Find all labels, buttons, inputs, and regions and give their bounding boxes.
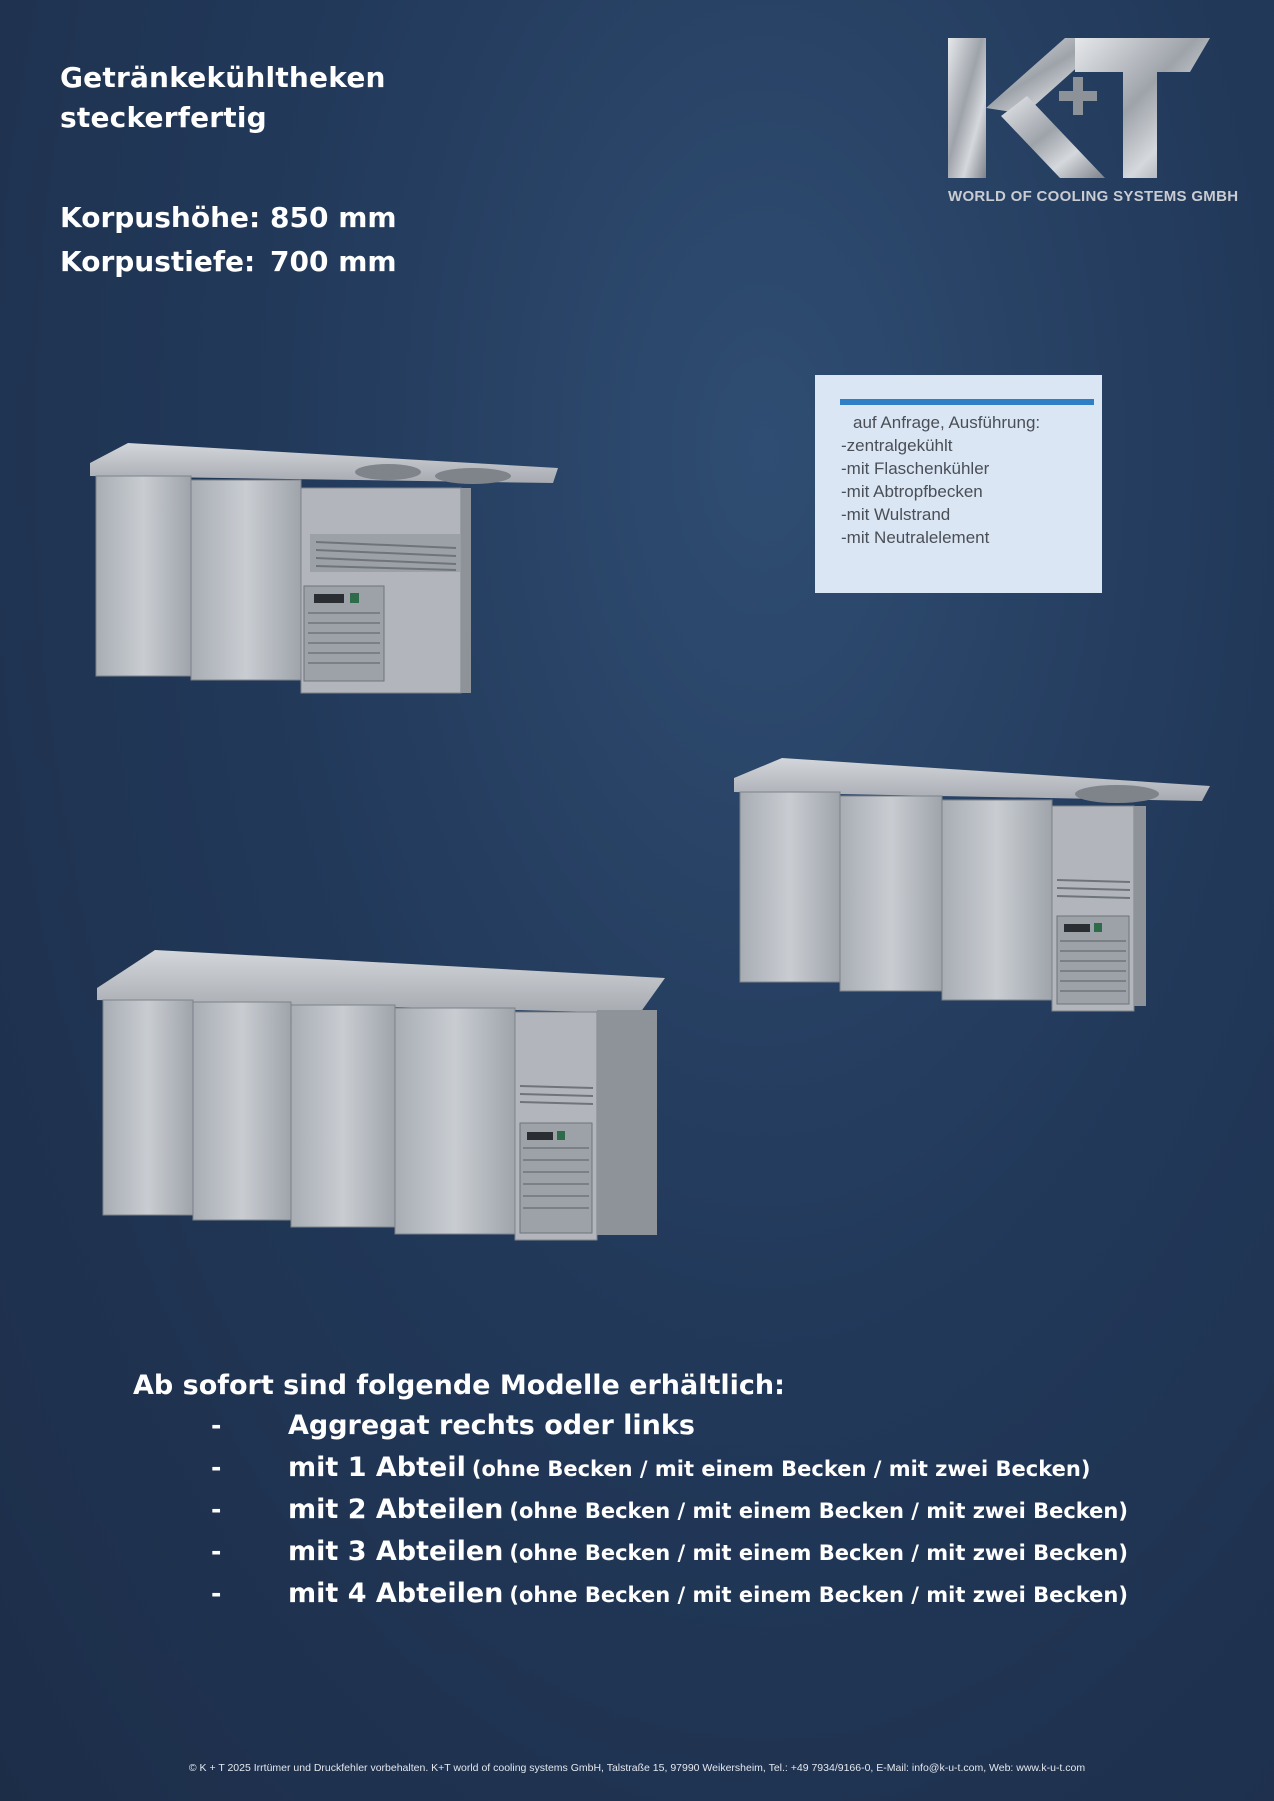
spec-value: 700 mm: [270, 245, 397, 278]
models-heading: Ab sofort sind folgende Modelle erhältlich:: [133, 1370, 785, 1401]
model-item: [133, 1494, 1128, 1536]
infobox-line: -mit Flaschenkühler: [841, 459, 990, 478]
model-main: mit 3 Abteilen: [288, 1536, 504, 1567]
infobox-accent-bar: [840, 399, 1094, 405]
logo-tagline: WORLD OF COOLING SYSTEMS GMBH: [948, 188, 1239, 205]
model-note: (ohne Becken / mit einem Becken / mit zwei Becken): [471, 1457, 1091, 1481]
model-item: [133, 1536, 1128, 1578]
infobox-line: -mit Abtropfbecken: [841, 482, 983, 501]
product-image-2-doors: [88, 438, 558, 728]
infobox-line: -mit Neutralelement: [841, 528, 990, 547]
model-main: mit 4 Abteilen: [288, 1578, 504, 1609]
footer-imprint: © K + T 2025 Irrtümer und Druckfehler vorbehalten. K+T world of cooling systems GmbH, Talstraße 15, 97990 Weikersheim, Tel.: +49 7934/9166-0, E-Mail: info@k-u-t.com, Web: www.k-u-t.com: [188, 1762, 1086, 1774]
model-note: (ohne Becken / mit einem Becken / mit zwei Becken): [509, 1583, 1128, 1607]
page-title: [60, 58, 386, 138]
title-line-1: Getränkekühltheken: [60, 61, 386, 94]
infobox-line: auf Anfrage, Ausführung:: [853, 413, 1041, 432]
spec-row-height: [60, 196, 397, 240]
list-dash: -: [211, 1537, 222, 1566]
spec-row-depth: [60, 240, 397, 284]
spec-list: [60, 196, 397, 284]
model-main: mit 2 Abteilen: [288, 1494, 504, 1525]
model-item: [133, 1452, 1128, 1494]
title-line-2: steckerfertig: [60, 101, 267, 134]
spec-value: 850 mm: [270, 201, 397, 234]
list-dash: -: [211, 1411, 222, 1440]
infobox-line: -mit Wulstrand: [841, 505, 951, 524]
model-item: [133, 1410, 1128, 1452]
model-item: [133, 1578, 1128, 1620]
options-infobox: [815, 375, 1102, 593]
product-image-4-doors: [95, 948, 670, 1253]
model-note: (ohne Becken / mit einem Becken / mit zwei Becken): [509, 1499, 1128, 1523]
company-logo: [945, 36, 1239, 211]
list-dash: -: [211, 1453, 222, 1482]
model-main: mit 1 Abteil: [288, 1452, 466, 1483]
spec-label: Korpustiefe:: [60, 245, 256, 278]
model-main: Aggregat rechts oder links: [288, 1410, 695, 1441]
infobox-lines: [841, 411, 1040, 549]
kt-logo-mark: [945, 36, 1210, 181]
product-image-3-doors: [732, 756, 1212, 1046]
list-dash: -: [211, 1495, 222, 1524]
list-dash: -: [211, 1579, 222, 1608]
models-section: [133, 1370, 1128, 1620]
infobox-line: -zentralgekühlt: [841, 436, 953, 455]
spec-label: Korpushöhe:: [60, 201, 261, 234]
model-note: (ohne Becken / mit einem Becken / mit zwei Becken): [509, 1541, 1128, 1565]
